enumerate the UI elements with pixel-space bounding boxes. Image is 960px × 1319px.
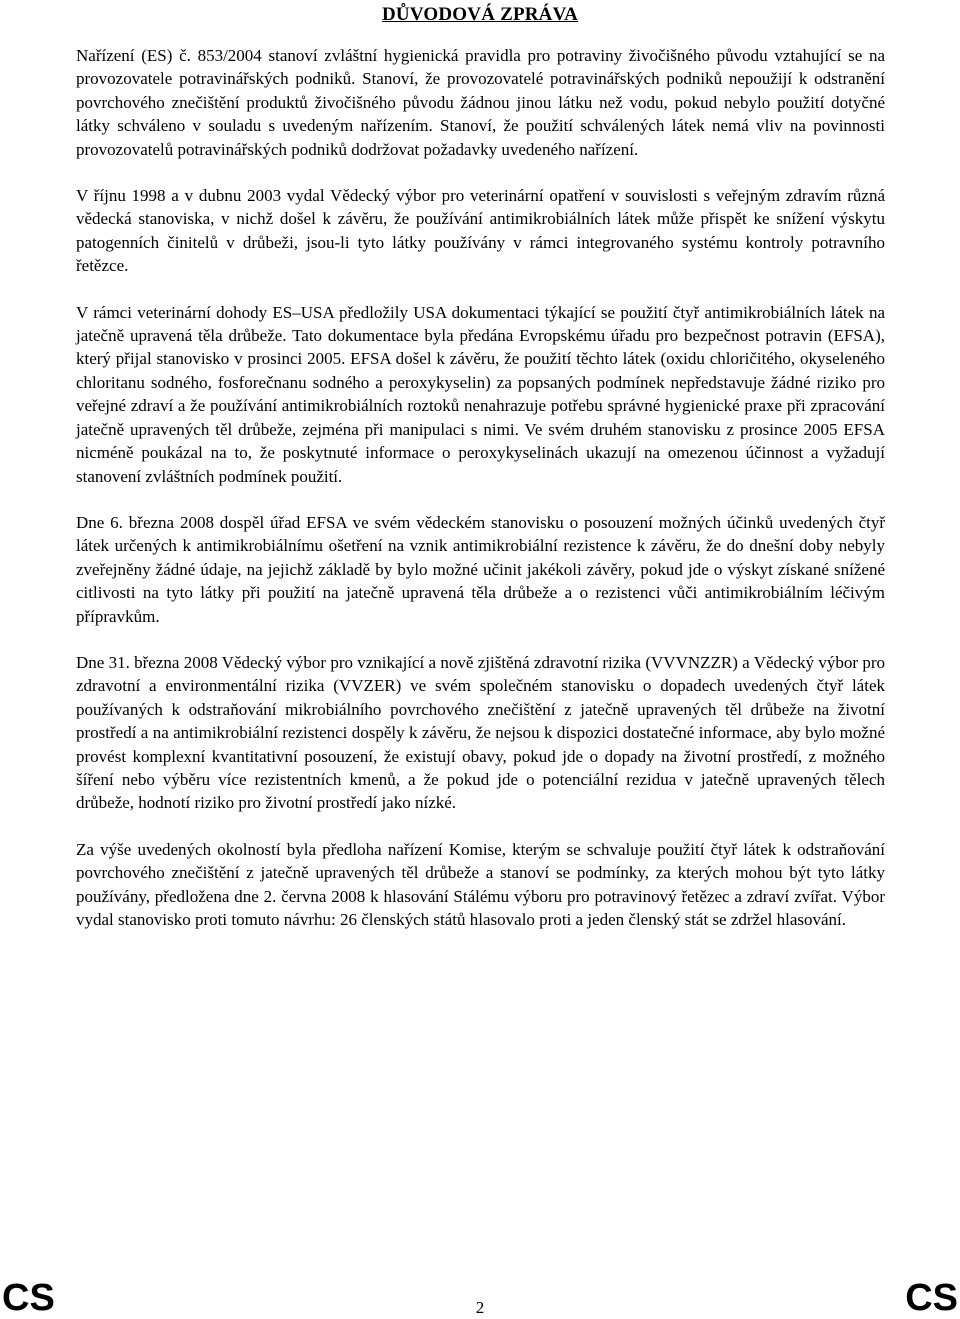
paragraph-regulation-853: Nařízení (ES) č. 853/2004 stanoví zvláštní hygienická pravidla pro potraviny živočišného původu vztahující se na provozovatele potravinářských podniků. Stanoví, že provozovatelé potravinářských podniků nepoužijí k odstranění povrchového znečištění produktů živočišného původu žádnou jinou látku než vodu, pokud nebylo použití dotyčné látky schváleno v souladu s uvedeným nařízením. Stanoví, že použití schválených látek nemá vliv na povinnosti provozovatelů potravinářských podniků dodržovat požadavky uvedeného nařízení. — [76, 46, 885, 159]
page-number: 2 — [475, 1298, 485, 1317]
page-title: DŮVODOVÁ ZPRÁVA — [382, 4, 578, 25]
footer-language-left: CS — [2, 1277, 55, 1319]
paragraph-efsa-march-6: Dne 6. března 2008 dospěl úřad EFSA ve svém vědeckém stanovisku o posouzení možných účinků uvedených čtyř látek určených k antimikrobiálnímu ošetření na vznik antimikrobiální rezistence k závěru, že do dnešní doby nebyly zveřejněny žádné údaje, na jejichž základě by bylo možné učinit jakékoli závěry, pokud jde o výskyt získané snížené citlivosti na tyto látky při použití na jatečně upravená těla drůbeže a o rezistenci vůči antimikrobiálním léčivým přípravkům. — [76, 512, 885, 626]
paragraph-committees-march-31: Dne 31. března 2008 Vědecký výbor pro vznikající a nově zjištěná zdravotní rizika (VVVNZZR) a Vědecký výbor pro zdravotní a environmentální rizika (VVZER) ve svém společném stanovisku o dopadech uvedených čtyř látek používaných k odstraňování mikrobiálního povrchového znečištění z jatečně upravených těl drůbeže na životní prostředí a na antimikrobiální rezistenci dospěly k závěru, že nejsou k dispozici dostatečné informace, aby bylo možné provést komplexní kvantitativní posouzení, že existují obavy, pokud jde o dopady na životní prostředí, z možného šíření nebo výběru více rezistentních kmenů, a že pokud jde o potenciální rezidua v jatečně upravených tělech drůbeže, hodnotí riziko pro životní prostředí jako nízké. — [76, 652, 885, 813]
paragraph-scientific-committee: V říjnu 1998 a v dubnu 2003 vydal Vědecký výbor pro veterinární opatření v souvislosti s veřejným zdravím různá vědecká stanoviska, v nichž došel k závěru, že používání antimikrobiálních látek může přispět ke snížení výskytu patogenních činitelů v drůbeži, jsou-li tyto látky používány v rámci integrovaného systému kontroly potravního řetězce. — [76, 186, 885, 276]
paragraph-vote: Za výše uvedených okolností byla předloha nařízení Komise, kterým se schvaluje použití čtyř látek k odstraňování povrchového znečištění z jatečně upravených těl drůbeže a stanoví se podmínky, za kterých mohou být tyto látky používány, předložena dne 2. června 2008 k hlasování Stálému výboru pro potravinový řetězec a zdraví zvířat. Výbor vydal stanovisko proti tomuto návrhu: 26 členských států hlasovalo proti a jeden členský stát se zdržel hlasování. — [76, 839, 885, 929]
document-body — [76, 44, 885, 954]
footer-language-right: CS — [905, 1277, 958, 1319]
paragraph-ec-usa-agreement: V rámci veterinární dohody ES–USA předložily USA dokumentaci týkající se použití čtyř antimikrobiálních látek na jatečně upravená těla drůbeže. Tato dokumentace byla předána Evropskému úřadu pro bezpečnost potravin (EFSA), který přijal stanovisko v prosinci 2005. EFSA došel k závěru, že použití těchto látek (oxidu chloričitého, okyseleného chloritanu sodného, fosforečnanu sodného a peroxykyselin) za popsaných podmínek nepředstavuje žádné riziko pro veřejné zdraví a že používání antimikrobiálních roztoků nenahrazuje potřebu správné hygienické praxe při zpracování jatečně upravených těl drůbeže, zejména při manipulaci s nimi. Ve svém druhém stanovisku z prosince 2005 EFSA nicméně poukázal na to, že poskytnuté informace o peroxykyselinách ukazují na omezenou účinnost a vyžadují stanovení zvláštních podmínek použití. — [76, 302, 885, 486]
